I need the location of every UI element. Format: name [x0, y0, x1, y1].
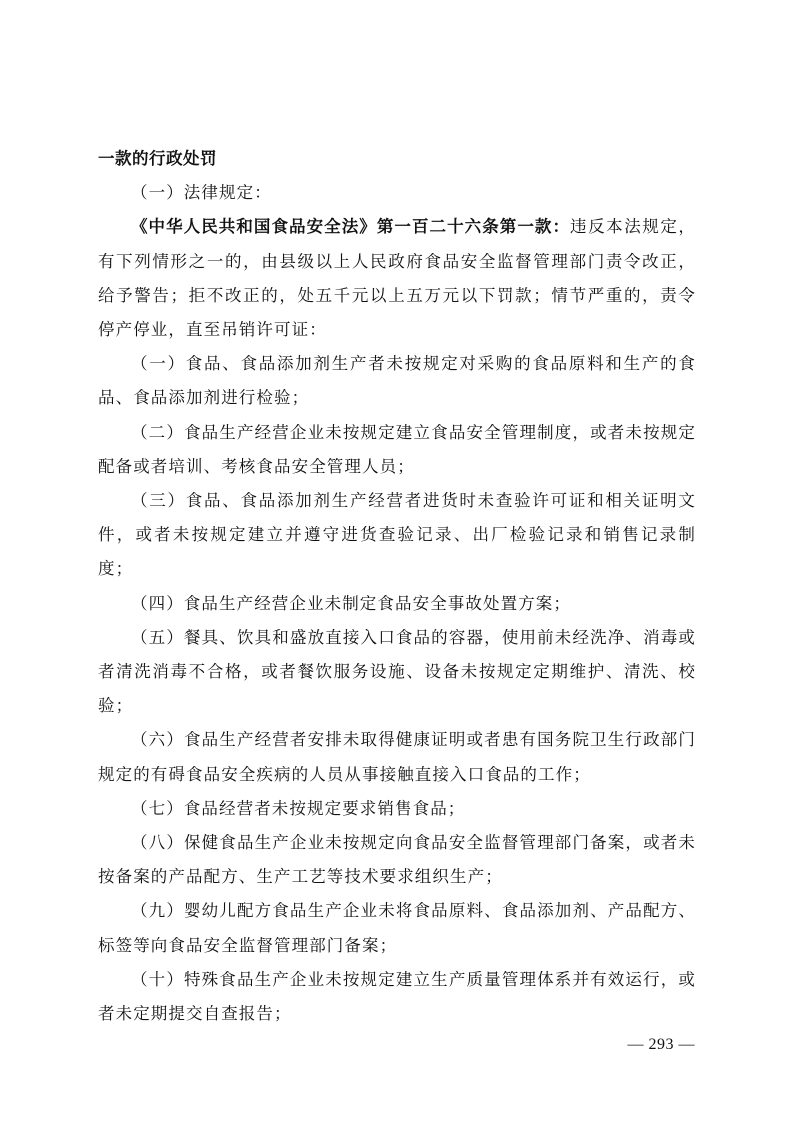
- list-item: （十）特殊食品生产企业未按规定建立生产质量管理体系并有效运行，或者未定期提交自查报告；: [98, 969, 696, 1024]
- list-item: （三）食品、食品添加剂生产经营者进货时未查验许可证和相关证明文件，或者未按规定建立并遵守进货查验记录、出厂检验记录和销售记录制度；: [98, 491, 696, 579]
- list-item: （二）食品生产经营企业未按规定建立食品安全管理制度，或者未按规定配备或者培训、考核食品安全管理人员；: [98, 422, 696, 476]
- document-body: [98, 142, 696, 1031]
- law-text: 违反本法规定，有下列情形之一的，由县级以上人民政府食品安全监督管理部门责令改正，给予警告；拒不改正的，处五千元以上五万元以下罚款；情节严重的，责令停产停业，直至吊销许可证：: [98, 217, 696, 340]
- list-item: （六）食品生产经营者安排未取得健康证明或者患有国务院卫生行政部门规定的有碍食品安全疾病的人员从事接触直接入口食品的工作；: [98, 730, 696, 784]
- page-number: — 293 —: [627, 1036, 695, 1053]
- list-item: （七）食品经营者未按规定要求销售食品；: [131, 798, 466, 818]
- section-label: （一）法律规定：: [131, 183, 272, 203]
- list-item: （八）保健食品生产企业未按规定向食品安全监督管理部门备案，或者未按备案的产品配方、生产工艺等技术要求组织生产；: [98, 833, 696, 887]
- list-item: （四）食品生产经营企业未制定食品安全事故处置方案；: [131, 593, 571, 613]
- law-citation: 《中华人民共和国食品安全法》第一百二十六条第一款：: [131, 217, 571, 237]
- section-heading: 一款的行政处罚: [98, 149, 217, 168]
- law-paragraph: [98, 210, 696, 347]
- list-item: （九）婴幼儿配方食品生产企业未将食品原料、食品添加剂、产品配方、标签等向食品安全监督管理部门备案；: [98, 901, 696, 955]
- list-item: （一）食品、食品添加剂生产者未按规定对采购的食品原料和生产的食品、食品添加剂进行检验；: [98, 354, 696, 408]
- list-item: （五）餐具、饮具和盛放直接入口食品的容器，使用前未经洗净、消毒或者清洗消毒不合格，或者餐饮服务设施、设备未按规定定期维护、清洗、校验；: [98, 627, 696, 716]
